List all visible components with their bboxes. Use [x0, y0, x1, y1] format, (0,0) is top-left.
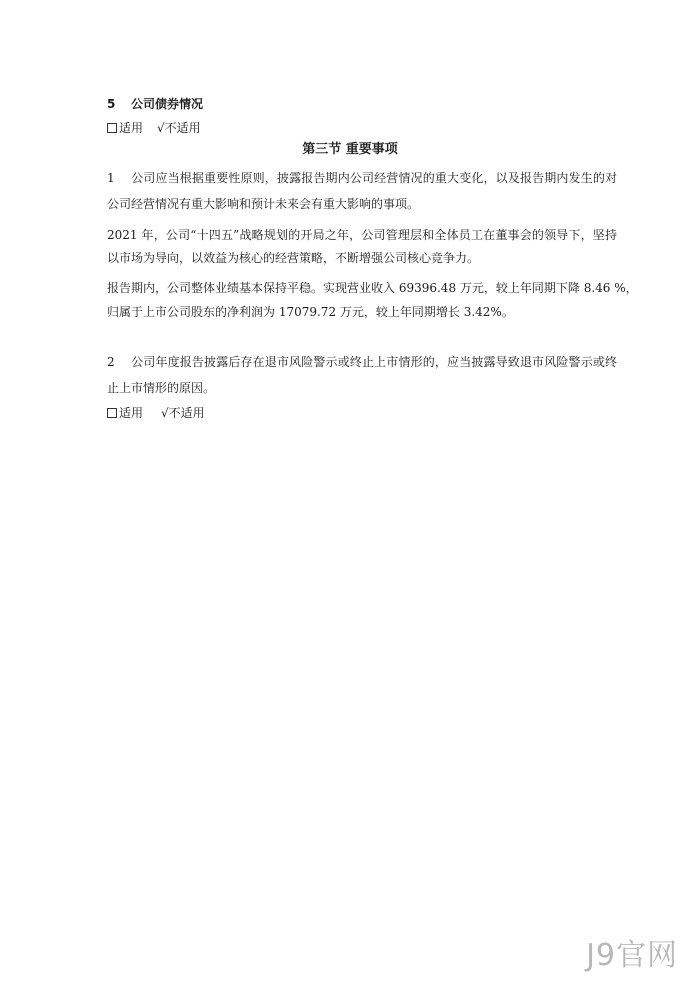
section-three-title: 第三节 重要事项: [302, 142, 398, 157]
item2-text-1: 公司年度报告披露后存在退市风险警示或终止上市情形的，应当披露导致退市风险警示或终: [131, 355, 617, 369]
item2-line2: 止上市情形的原因。: [107, 381, 216, 395]
item1-line6: 归属于上市公司股东的净利润为 17079.72 万元，较上年同期增长 3.42%。: [107, 305, 514, 319]
applicable-label: 适用: [119, 121, 144, 135]
bond-applicability: [107, 120, 201, 136]
item2-applicability: [107, 405, 205, 421]
item1-line3: 2021 年，公司“十四五”战略规划的开局之年，公司管理层和全体员工在董事会的领导下，坚持: [107, 228, 617, 242]
item1-line2: 公司经营情况有重大影响和预计未来会有重大影响的事项。: [107, 197, 420, 211]
item1-line4: 以市场为导向，以效益为核心的经营策略，不断增强公司核心竞争力。: [107, 251, 480, 265]
not-applicable-label: √不适用: [161, 406, 205, 420]
bond-section-title: 公司债券情况: [131, 97, 204, 111]
item1-line1: [107, 170, 617, 186]
not-applicable-label: √不适用: [157, 121, 201, 135]
bond-section-heading: [107, 96, 203, 112]
item1-number: 1: [107, 171, 115, 185]
checkbox-empty-icon: [107, 408, 117, 418]
item1-line5: 报告期内，公司整体业绩基本保持平稳。实现营业收入 69396.48 万元，较上年同期下降 8.46 %，: [107, 281, 638, 295]
checkbox-empty-icon: [107, 123, 117, 133]
applicable-label: 适用: [119, 406, 144, 420]
item2-line1: [107, 354, 617, 370]
item1-text-1: 公司应当根据重要性原则，披露报告期内公司经营情况的重大变化，以及报告期内发生的对: [131, 171, 617, 185]
watermark-logo: J9官网: [586, 938, 678, 973]
bond-section-number: 5: [107, 97, 116, 111]
item2-number: 2: [107, 355, 115, 369]
